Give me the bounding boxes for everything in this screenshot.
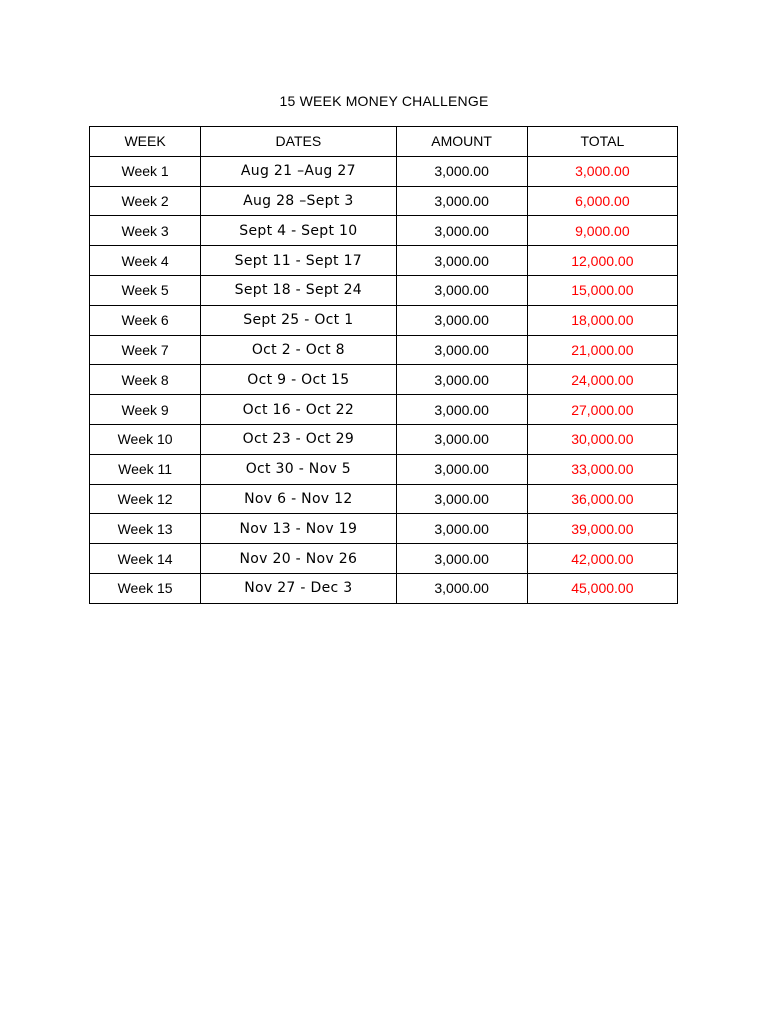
total-cell: 33,000.00 (527, 454, 677, 484)
dates-cell: Nov 13 - Nov 19 (201, 514, 396, 544)
table-row (90, 395, 678, 425)
amount-cell: 3,000.00 (396, 484, 527, 514)
dates-cell: Nov 20 - Nov 26 (201, 544, 396, 574)
dates-cell: Oct 23 - Oct 29 (201, 424, 396, 454)
week-cell: Week 9 (90, 395, 201, 425)
week-cell: Week 2 (90, 186, 201, 216)
table-row (90, 246, 678, 276)
total-cell: 6,000.00 (527, 186, 677, 216)
amount-cell: 3,000.00 (396, 156, 527, 186)
total-cell: 42,000.00 (527, 544, 677, 574)
table-row (90, 275, 678, 305)
table-header-row (90, 127, 678, 157)
dates-cell: Sept 11 - Sept 17 (201, 246, 396, 276)
table-row (90, 335, 678, 365)
dates-cell: Sept 18 - Sept 24 (201, 275, 396, 305)
total-cell: 27,000.00 (527, 395, 677, 425)
amount-cell: 3,000.00 (396, 335, 527, 365)
week-cell: Week 13 (90, 514, 201, 544)
dates-cell: Aug 21 –Aug 27 (201, 156, 396, 186)
total-cell: 9,000.00 (527, 216, 677, 246)
total-cell: 24,000.00 (527, 365, 677, 395)
week-cell: Week 3 (90, 216, 201, 246)
total-cell: 15,000.00 (527, 275, 677, 305)
amount-cell: 3,000.00 (396, 365, 527, 395)
week-cell: Week 12 (90, 484, 201, 514)
amount-cell: 3,000.00 (396, 395, 527, 425)
week-cell: Week 7 (90, 335, 201, 365)
amount-cell: 3,000.00 (396, 573, 527, 603)
week-cell: Week 4 (90, 246, 201, 276)
total-cell: 12,000.00 (527, 246, 677, 276)
week-cell: Week 10 (90, 424, 201, 454)
week-cell: Week 1 (90, 156, 201, 186)
header-total: TOTAL (527, 127, 677, 157)
dates-cell: Oct 16 - Oct 22 (201, 395, 396, 425)
header-dates: DATES (201, 127, 396, 157)
total-cell: 3,000.00 (527, 156, 677, 186)
week-cell: Week 5 (90, 275, 201, 305)
amount-cell: 3,000.00 (396, 454, 527, 484)
header-week: WEEK (90, 127, 201, 157)
amount-cell: 3,000.00 (396, 424, 527, 454)
table-row (90, 186, 678, 216)
table-row (90, 544, 678, 574)
dates-cell: Nov 6 - Nov 12 (201, 484, 396, 514)
table-row (90, 484, 678, 514)
table-row (90, 365, 678, 395)
table-body (90, 156, 678, 603)
total-cell: 30,000.00 (527, 424, 677, 454)
amount-cell: 3,000.00 (396, 246, 527, 276)
table-row (90, 573, 678, 603)
week-cell: Week 8 (90, 365, 201, 395)
dates-cell: Sept 25 - Oct 1 (201, 305, 396, 335)
header-amount: AMOUNT (396, 127, 527, 157)
dates-cell: Oct 2 - Oct 8 (201, 335, 396, 365)
amount-cell: 3,000.00 (396, 305, 527, 335)
amount-cell: 3,000.00 (396, 275, 527, 305)
total-cell: 21,000.00 (527, 335, 677, 365)
week-cell: Week 15 (90, 573, 201, 603)
page-title: 15 WEEK MONEY CHALLENGE (279, 93, 489, 109)
dates-cell: Oct 30 - Nov 5 (201, 454, 396, 484)
table-row (90, 454, 678, 484)
dates-cell: Nov 27 - Dec 3 (201, 573, 396, 603)
amount-cell: 3,000.00 (396, 216, 527, 246)
dates-cell: Oct 9 - Oct 15 (201, 365, 396, 395)
week-cell: Week 14 (90, 544, 201, 574)
week-cell: Week 11 (90, 454, 201, 484)
amount-cell: 3,000.00 (396, 544, 527, 574)
table-row (90, 156, 678, 186)
total-cell: 39,000.00 (527, 514, 677, 544)
total-cell: 18,000.00 (527, 305, 677, 335)
amount-cell: 3,000.00 (396, 186, 527, 216)
table-row (90, 424, 678, 454)
dates-cell: Aug 28 –Sept 3 (201, 186, 396, 216)
money-challenge-table (89, 126, 678, 604)
amount-cell: 3,000.00 (396, 514, 527, 544)
dates-cell: Sept 4 - Sept 10 (201, 216, 396, 246)
table-row (90, 216, 678, 246)
total-cell: 45,000.00 (527, 573, 677, 603)
table-row (90, 514, 678, 544)
week-cell: Week 6 (90, 305, 201, 335)
table-row (90, 305, 678, 335)
total-cell: 36,000.00 (527, 484, 677, 514)
